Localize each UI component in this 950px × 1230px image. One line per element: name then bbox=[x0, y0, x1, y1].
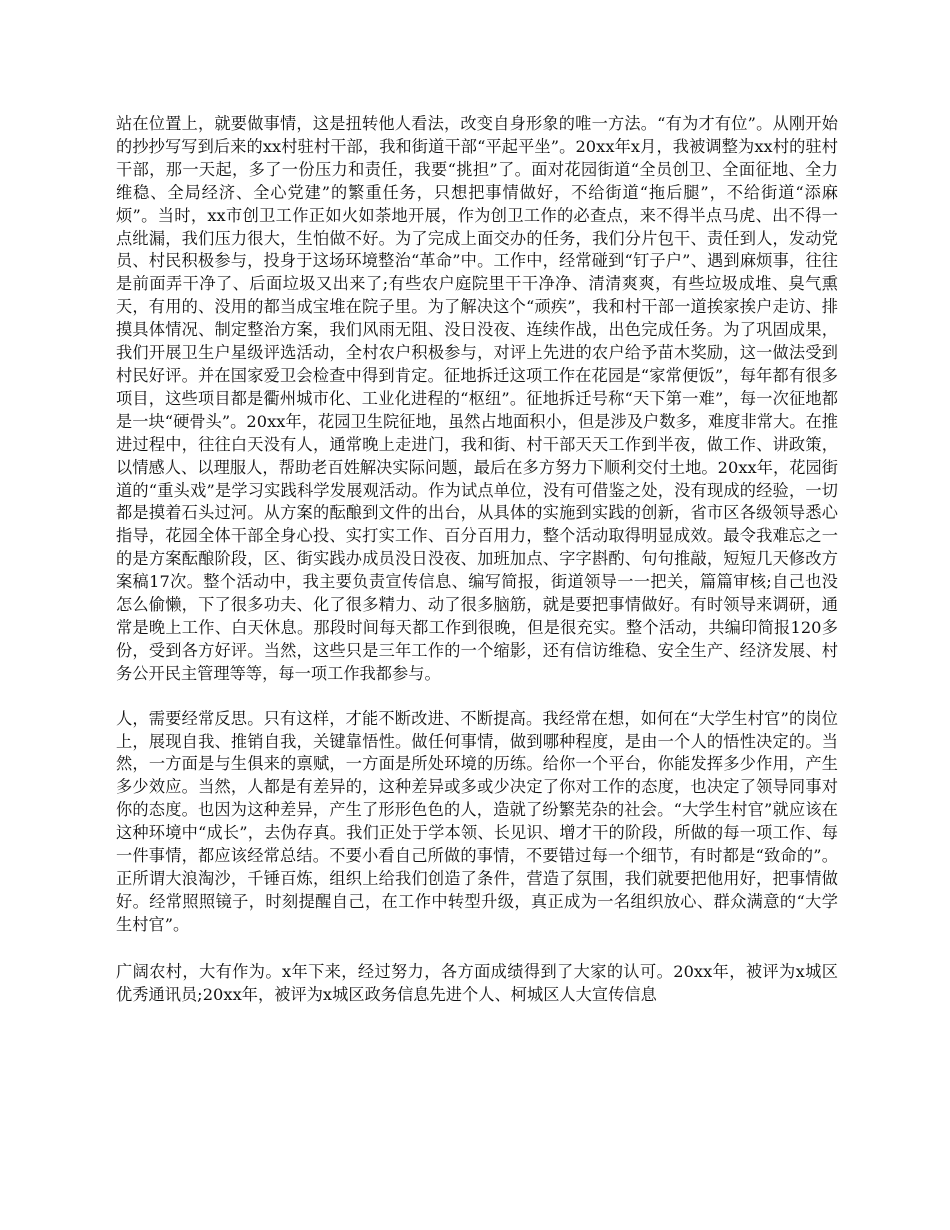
paragraph-achievements: 广阔农村，大有作为。x年下来，经过努力，各方面成绩得到了大家的认可。20xx年，被评为x城区优秀通讯员;20xx年，被评为x城区政务信息先进个人、柯城区人大宣传信息 bbox=[116, 961, 838, 1004]
document-body bbox=[116, 113, 838, 1007]
paragraph-work-experience: 站在位置上，就要做事情，这是扭转他人看法，改变自身形象的唯一方法。“有为才有位”。从刚开始的抄抄写写到后来的xx村驻村干部，我和街道干部“平起平坐”。20xx年x月，我被调整为xx村的驻村干部，那一天起，多了一份压力和责任，我要“挑担”了。面对花园街道“全员创卫、全面征地、全力维稳、全局经济、全心党建”的繁重任务，只想把事情做好，不给街道“拖后腿”，不给街道“添麻烦”。当时，xx市创卫工作正如火如荼地开展，作为创卫工作的必查点，来不得半点马虎、出不得一点纰漏，我们压力很大，生怕做不好。为了完成上面交办的任务，我们分片包干、责任到人，发动党员、村民积极参与，投身于这场环境整治“革命”中。工作中，经常碰到“钉子户”、遇到麻烦事，往往是前面弄干净了、后面垃圾又出来了;有些农户庭院里干干净净、清清爽爽，有些垃圾成堆、臭气熏天，有用的、没用的都当成宝堆在院子里。为了解决这个“顽疾”，我和村干部一道挨家挨户走访、排摸具体情况、制定整治方案，我们风雨无阻、没日没夜、连续作战，出色完成任务。为了巩固成果，我们开展卫生户星级评选活动，全村农户积极参与，对评上先进的农户给予苗木奖励，这一做法受到村民好评。并在国家爱卫会检查中得到肯定。征地拆迁这项工作在花园是“家常便饭”，每年都有很多项目，这些项目都是衢州城市化、工业化进程的“枢纽”。征地拆迁号称“天下第一难”，每一次征地都是一块“硬骨头”。20xx年，花园卫生院征地，虽然占地面积小，但是涉及户数多，难度非常大。在推进过程中，往往白天没有人，通常晚上走进门，我和街、村干部天天工作到半夜，做工作、讲政策，以情感人、以理服人，帮助老百姓解决实际问题，最后在多方努力下顺利交付土地。20xx年，花园街道的“重头戏”是学习实践科学发展观活动。作为试点单位，没有可借鉴之处，没有现成的经验，一切都是摸着石头过河。从方案的酝酿到文件的出台，从具体的实施到实践的创新，省市区各级领导悉心指导，花园全体干部全身心投、实打实工作、百分百用力，整个活动取得明显成效。最令我难忘之一的是方案酝酿阶段，区、街实践办成员没日没夜、加班加点、字字斟酌、句句推敲，短短几天修改方案稿17次。整个活动中，我主要负责宣传信息、编写简报，街道领导一一把关，篇篇审核;自己也没怎么偷懒，下了很多功夫、化了很多精力、动了很多脑筋，就是要把事情做好。有时领导来调研，通常是晚上工作、白天休息。那段时间每天都工作到很晚，但是很充实。整个活动，共编印简报120多份，受到各方好评。当然，这些只是三年工作的一个缩影，还有信访维稳、安全生产、经济发展、村务公开民主管理等等，每一项工作我都参与。 bbox=[116, 114, 838, 683]
paragraph-reflection: 人，需要经常反思。只有这样，才能不断改进、不断提高。我经常在想，如何在“大学生村官”的岗位上，展现自我、推销自我，关键靠悟性。做任何事情，做到哪种程度，是由一个人的悟性决定的。当然，一方面是与生俱来的禀赋，一方面是所处环境的历练。给你一个平台，你能发挥多少作用，产生多少效应。当然，人都是有差异的，这种差异或多或少决定了你对工作的态度，也决定了领导同事对你的态度。也因为这种差异，产生了形形色色的人，造就了纷繁芜杂的社会。“大学生村官”就应该在这种环境中“成长”，去伪存真。我们正处于学本领、长见识、增才干的阶段，所做的每一项工作、每一件事情，都应该经常总结。不要小看自己所做的事情，不要错过每一个细节，有时都是“致命的”。正所谓大浪淘沙，千锤百炼，组织上给我们创造了条件，营造了氛围，我们就要把他用好，把事情做好。经常照照镜子，时刻提醒自己，在工作中转型升级，真正成为一名组织放心、群众满意的“大学生村官”。 bbox=[116, 708, 838, 934]
